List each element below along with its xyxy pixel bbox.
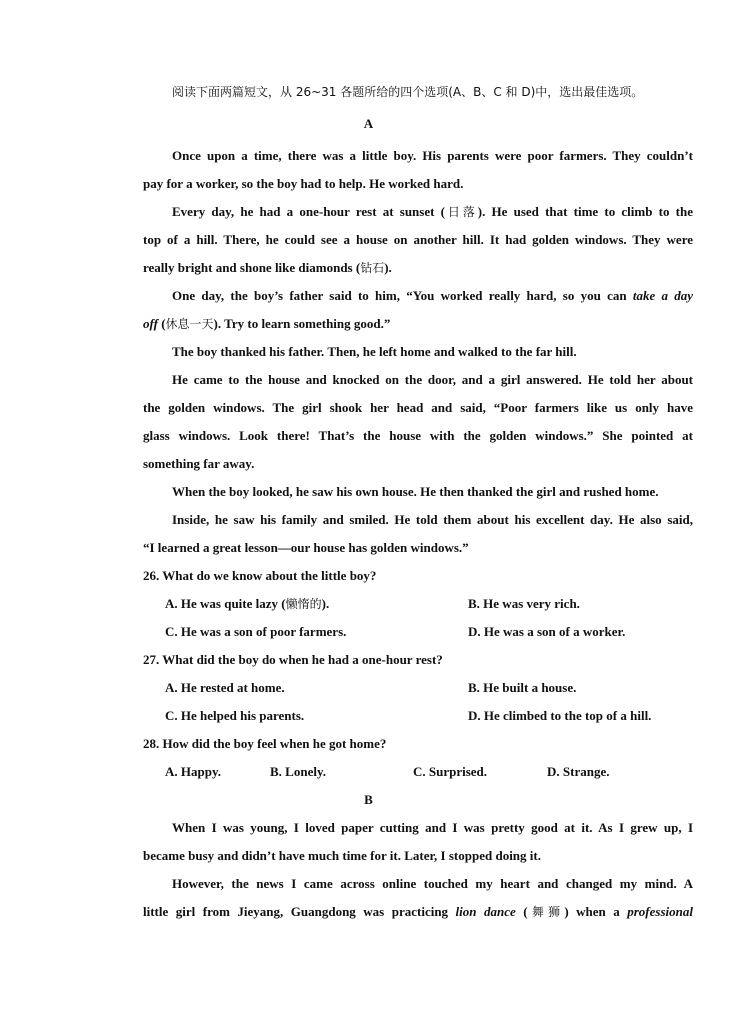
answer-option: A. He was quite lazy (懒惰的). — [165, 596, 330, 611]
passage-a-line: Once upon a time, there was a little boy. His parents were poor farmers. They couldn’t — [172, 148, 693, 163]
passage-a-line: He came to the house and knocked on the door, and a girl answered. He told her about — [172, 372, 693, 387]
answer-option: D. He was a son of a worker. — [468, 624, 626, 639]
passage-a-line: the golden windows. The girl shook her head and said, “Poor farmers like us only have — [143, 400, 693, 415]
instruction-text: 阅读下面两篇短文，从 26~31 各题所给的四个选项(A、B、C 和 D)中，选出最佳选项。 — [172, 85, 644, 99]
passage-a-line: off (休息一天). Try to learn something good.” — [143, 316, 391, 331]
answer-option: D. Strange. — [547, 764, 610, 779]
passage-a-line: pay for a worker, so the boy had to help. He worked hard. — [143, 176, 464, 191]
passage-b-line: When I was young, I loved paper cutting and I was pretty good at it. As I grew up, I — [172, 820, 693, 835]
passage-b-line: became busy and didn’t have much time for it. Later, I stopped doing it. — [143, 848, 541, 863]
passage-a-line: something far away. — [143, 456, 255, 471]
answer-option: D. He climbed to the top of a hill. — [468, 708, 652, 723]
question-stem: 27. What did the boy do when he had a one-hour rest? — [143, 652, 443, 667]
passage-a-heading: A — [363, 116, 374, 131]
passage-a-line: Every day, he had a one-hour rest at sunset (日落). He used that time to climb to the — [172, 204, 693, 219]
passage-a-line: top of a hill. There, he could see a house on another hill. It had golden windows. They were — [143, 232, 693, 247]
passage-b-line: little girl from Jieyang, Guangdong was practicing lion dance (舞狮) when a professional — [143, 904, 693, 919]
answer-option: C. He was a son of poor farmers. — [165, 624, 347, 639]
passage-a-line: The boy thanked his father. Then, he left home and walked to the far hill. — [172, 344, 577, 359]
answer-option: C. He helped his parents. — [165, 708, 305, 723]
answer-option: B. He was very rich. — [468, 596, 580, 611]
question-stem: 26. What do we know about the little boy? — [143, 568, 377, 583]
passage-a-line: One day, the boy’s father said to him, “You worked really hard, so you can take a day — [172, 288, 693, 303]
answer-option: B. Lonely. — [270, 764, 326, 779]
answer-option: C. Surprised. — [413, 764, 488, 779]
passage-b-heading: B — [364, 792, 373, 807]
passage-a-line: really bright and shone like diamonds (钻石). — [143, 260, 392, 275]
answer-option: B. He built a house. — [468, 680, 577, 695]
answer-option: A. He rested at home. — [165, 680, 285, 695]
answer-option: A. Happy. — [165, 764, 221, 779]
passage-b-line: However, the news I came across online touched my heart and changed my mind. A — [172, 876, 693, 891]
passage-a-line: When the boy looked, he saw his own house. He then thanked the girl and rushed home. — [172, 484, 659, 499]
passage-a-line: glass windows. Look there! That’s the house with the golden windows.” She pointed at — [143, 428, 693, 443]
passage-a-line: Inside, he saw his family and smiled. He told them about his excellent day. He also said, — [172, 512, 693, 527]
passage-a-line: “I learned a great lesson—our house has golden windows.” — [143, 540, 469, 555]
question-stem: 28. How did the boy feel when he got home? — [143, 736, 387, 751]
